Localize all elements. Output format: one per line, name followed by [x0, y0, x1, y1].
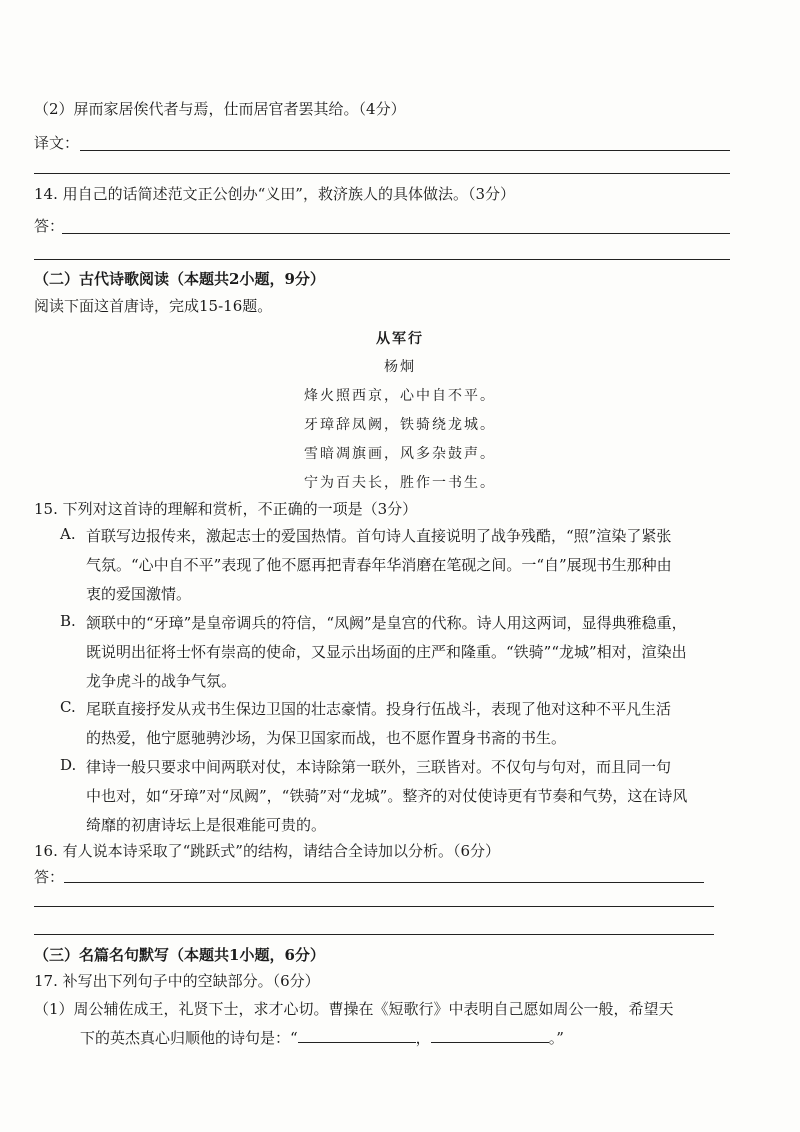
option-text: 绮靡的初唐诗坛上是很难能可贵的。	[86, 816, 327, 834]
option-text: 气氛。“心中自不平”表现了他不愿再把青春年华消磨在笔砚之间。一“自”展现书生那种由	[86, 556, 672, 574]
poem-line: 宁为百夫长，胜作一书生。	[304, 475, 496, 491]
poem-author: 杨炯	[384, 359, 416, 375]
q13-2-question: （2）屏而家居俟代者与焉，仕而居官者罢其给。（4分）	[34, 100, 406, 118]
poem-line: 雪暗凋旗画，风多杂鼓声。	[304, 446, 496, 462]
q16-answer-label: 答：	[34, 868, 65, 886]
option-text: 既说明出征将士怀有崇高的使命，又显示出场面的庄严和隆重。“铁骑”“龙城”相对，渲染出	[86, 643, 687, 661]
answer-line[interactable]	[64, 882, 704, 883]
option-letter: B.	[60, 612, 76, 630]
poem-title: 从军行	[376, 331, 424, 347]
option-letter: C.	[60, 698, 76, 716]
section-instruction: 阅读下面这首唐诗，完成15-16题。	[34, 297, 273, 315]
answer-line[interactable]	[34, 259, 730, 260]
option-text: 中也对，如“牙璋”对“凤阙”，“铁骑”对“龙城”。整齐的对仗使诗更有节奏和气势，这在诗风	[86, 787, 688, 805]
q17-item1-prompt: 下的英杰真心归顺他的诗句是：“	[80, 1029, 298, 1047]
answer-line[interactable]	[62, 233, 730, 234]
option-text: 尾联直接抒发从戎书生保边卫国的壮志豪情。投身行伍战斗，表现了他对这种不平凡生活	[86, 700, 672, 718]
line-end: 。”	[548, 1029, 564, 1047]
section-heading: （二）古代诗歌阅读（本题共2小题，9分）	[34, 270, 325, 288]
section-heading: （三）名篇名句默写（本题共1小题，6分）	[34, 946, 325, 964]
q16-question: 16. 有人说本诗采取了“跳跃式”的结构，请结合全诗加以分析。（6分）	[34, 842, 501, 860]
q15-question: 15. 下列对这首诗的理解和赏析，不正确的一项是（3分）	[34, 500, 418, 518]
fill-blank[interactable]	[431, 1042, 549, 1043]
q13-2-answer-label: 译文：	[34, 134, 80, 152]
q14-question: 14. 用自己的话简述范文正公创办“义田”，救济族人的具体做法。（3分）	[34, 185, 516, 203]
option-text: 的热爱，他宁愿驰骋沙场，为保卫国家而战，也不愿作置身书斋的书生。	[86, 729, 567, 747]
answer-line[interactable]	[34, 906, 714, 907]
fill-blank[interactable]	[298, 1042, 416, 1043]
answer-line[interactable]	[34, 173, 730, 174]
q14-answer-label: 答：	[34, 217, 65, 235]
option-text: 首联写边报传来，激起志士的爱国热情。首句诗人直接说明了战争残酷，“照”渲染了紧张	[86, 527, 672, 545]
poem-line: 牙璋辞凤阙，铁骑绕龙城。	[304, 417, 496, 433]
q17-item1-line2	[80, 1027, 564, 1048]
option-text: 颔联中的“牙璋”是皇帝调兵的符信，“凤阙”是皇宫的代称。诗人用这两词，显得典雅稳重，	[86, 614, 687, 632]
q17-item1-line1: （1）周公辅佐成王，礼贤下士，求才心切。曹操在《短歌行》中表明自己愿如周公一般，希望天	[34, 1000, 674, 1018]
option-text: 律诗一般只要求中间两联对仗，本诗除第一联外，三联皆对。不仅句与句对，而且同一句	[86, 758, 672, 776]
option-text: 衷的爱国激情。	[86, 585, 192, 603]
blank-separator: ，	[415, 1029, 431, 1047]
answer-line[interactable]	[80, 150, 730, 151]
poem-line: 烽火照西京，心中自不平。	[304, 388, 496, 404]
option-text: 龙争虎斗的战争气氛。	[86, 672, 237, 690]
answer-line[interactable]	[34, 934, 714, 935]
q17-question: 17. 补写出下列句子中的空缺部分。（6分）	[34, 972, 320, 990]
option-letter: A.	[60, 525, 76, 543]
option-letter: D.	[60, 756, 77, 774]
